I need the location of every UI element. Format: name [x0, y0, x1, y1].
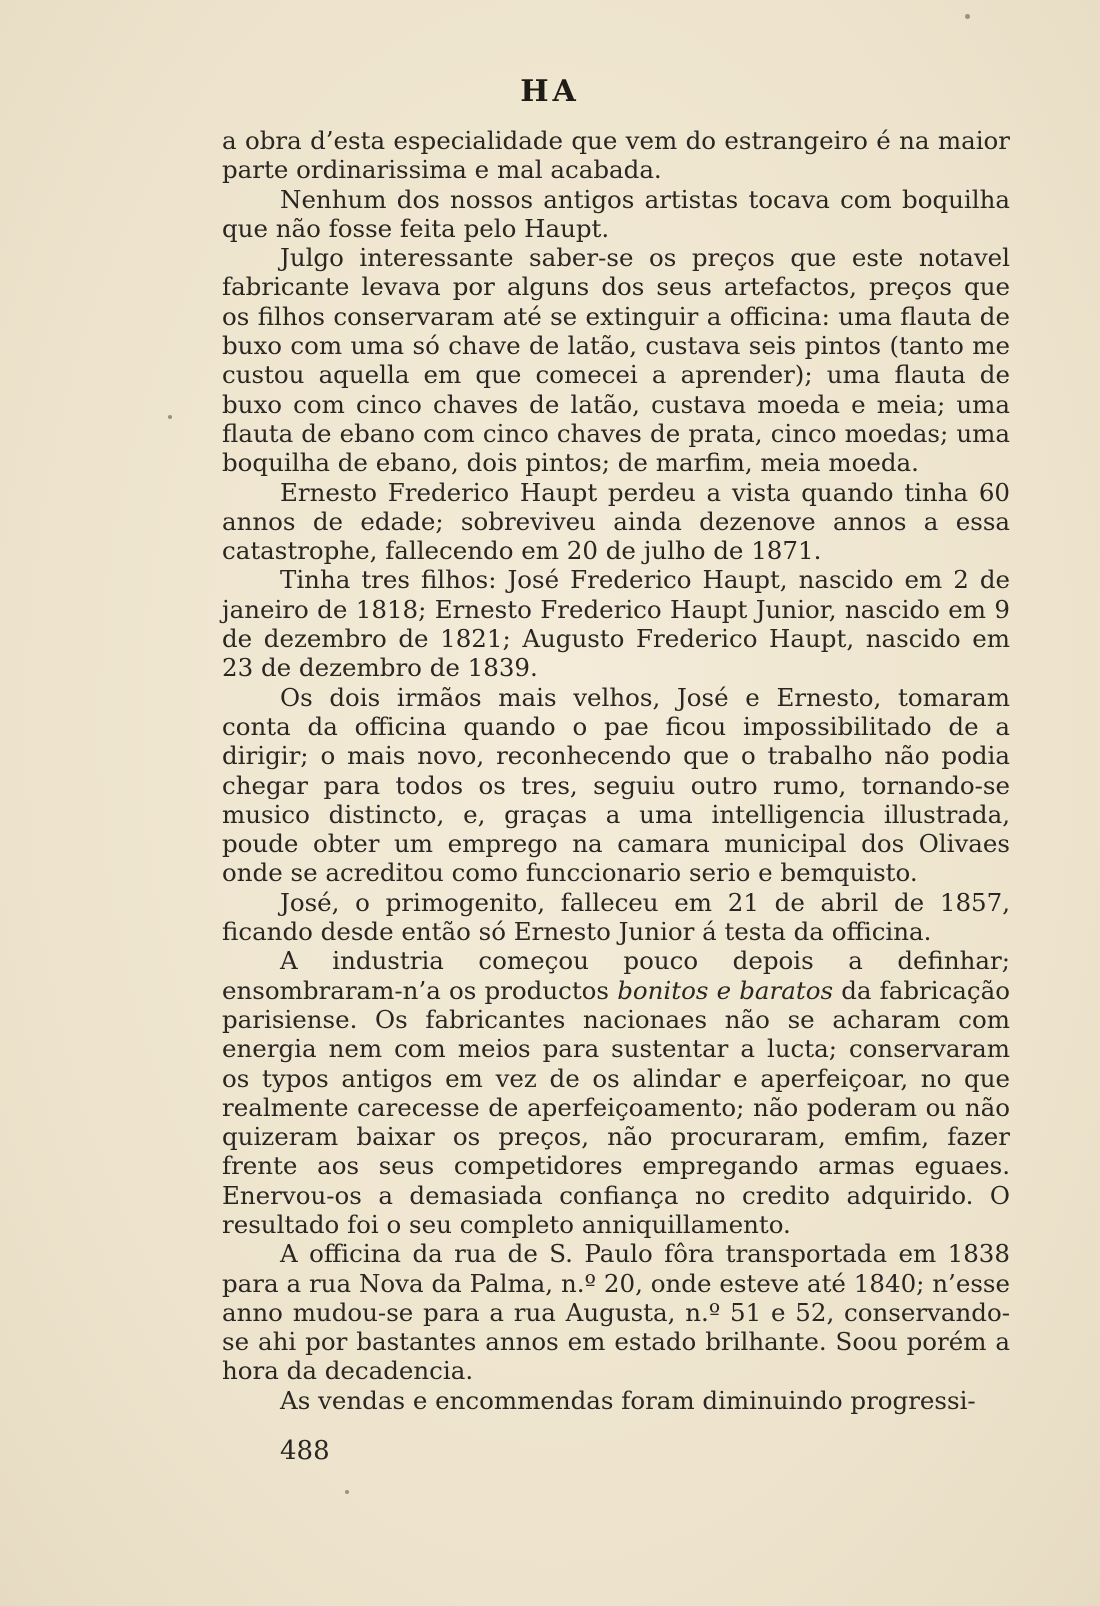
text-run: A officina da rua de S. Paulo fôra transportada em 1838 para a rua Nova da Palma, n.º 20, onde esteve até 1840; n’esse anno mudou-se para a rua Augusta, n.º 51 e 52, conservando-se ahi por bastantes annos em estado brilhante. Soou porém a hora da decadencia.: [222, 1239, 1010, 1386]
italic-phrase: bonitos e baratos: [617, 975, 834, 1005]
text-run: Julgo interessante saber-se os preços que este notavel fabricante levava por alguns dos seus artefactos, preços que os filhos conservaram até se extinguir a officina: uma flauta de buxo com uma só chave de latão, custava seis pintos (tanto me custou aquella em que comecei a aprender); uma flauta de buxo com cinco chaves de latão, custava moeda e meia; uma flauta de ebano com cinco chaves de prata, cinco moedas; uma boquilha de ebano, dois pintos; de marfim, meia moeda.: [222, 243, 1010, 478]
paper-speck: [345, 1490, 349, 1494]
text-run: José, o primogenito, falleceu em 21 de abril de 1857, ficando desde então só Ernesto Junior á testa da officina.: [222, 887, 1010, 947]
paragraph: [222, 185, 1010, 244]
paper-speck: [965, 14, 970, 19]
text-run: A industria começou pouco depois a definhar; ensombraram-n’a os productos: [222, 946, 1010, 1005]
text-run: Tinha tres filhos: José Frederico Haupt, nascido em 2 de janeiro de 1818; Ernesto Frederico Haupt Junior, nascido em 9 de dezembro de 1821; Augusto Frederico Haupt, nascido em 23 de dezembro de 1839.: [222, 565, 1010, 683]
paper-speck: [168, 415, 172, 419]
paragraph: [222, 683, 1010, 888]
text-run: As vendas e encommendas foram diminuindo progressi-: [280, 1385, 976, 1415]
paragraph: [222, 243, 1010, 477]
text-run: Nenhum dos nossos antigos artistas tocava com boquilha que não fosse feita pelo Haupt.: [222, 184, 1010, 243]
paragraph: [222, 946, 1010, 1239]
paragraph: [222, 126, 1010, 185]
body-text: [222, 126, 1010, 1415]
paragraph: [222, 888, 1010, 947]
text-run: Os dois irmãos mais velhos, José e Ernesto, tomaram conta da officina quando o pae ficou impossibilitado de a dirigir; o mais novo, reconhecendo que o trabalho não podia chegar para todos os tres, seguiu outro rumo, tornando-se musico distincto, e, graças a uma intelligencia illustrada, poude obter um emprego na camara municipal dos Olivaes onde se acreditou como funccionario serio e bemquisto.: [222, 682, 1010, 888]
paragraph: [222, 1239, 1010, 1385]
paragraph: [222, 478, 1010, 566]
text-run: a obra d’esta especialidade que vem do estrangeiro é na maior parte ordinarissima e mal acabada.: [222, 126, 1010, 185]
paragraph: [222, 565, 1010, 682]
text-run: Ernesto Frederico Haupt perdeu a vista quando tinha 60 annos de edade; sobreviveu ainda dezenove annos a essa catastrophe, fallecendo em 20 de julho de 1871.: [222, 477, 1010, 566]
page-number: 488: [280, 1436, 330, 1466]
running-header: HA: [520, 74, 580, 109]
text-run: da fabricação parisiense. Os fabricantes nacionaes não se acharam com energia nem com meios para sustentar a lucta; conservaram os typos antigos em vez de os alindar e aperfeiçoar, no que realmente carecesse de aperfeiçoamento; não poderam ou não quizeram baixar os preços, não procuraram, emfim, fazer frente aos seus competidores empregando armas eguaes. Enervou-os a demasiada confiança no credito adquirido. O resultado foi o seu completo anniquillamento.: [222, 975, 1010, 1239]
paragraph: [222, 1386, 1010, 1415]
